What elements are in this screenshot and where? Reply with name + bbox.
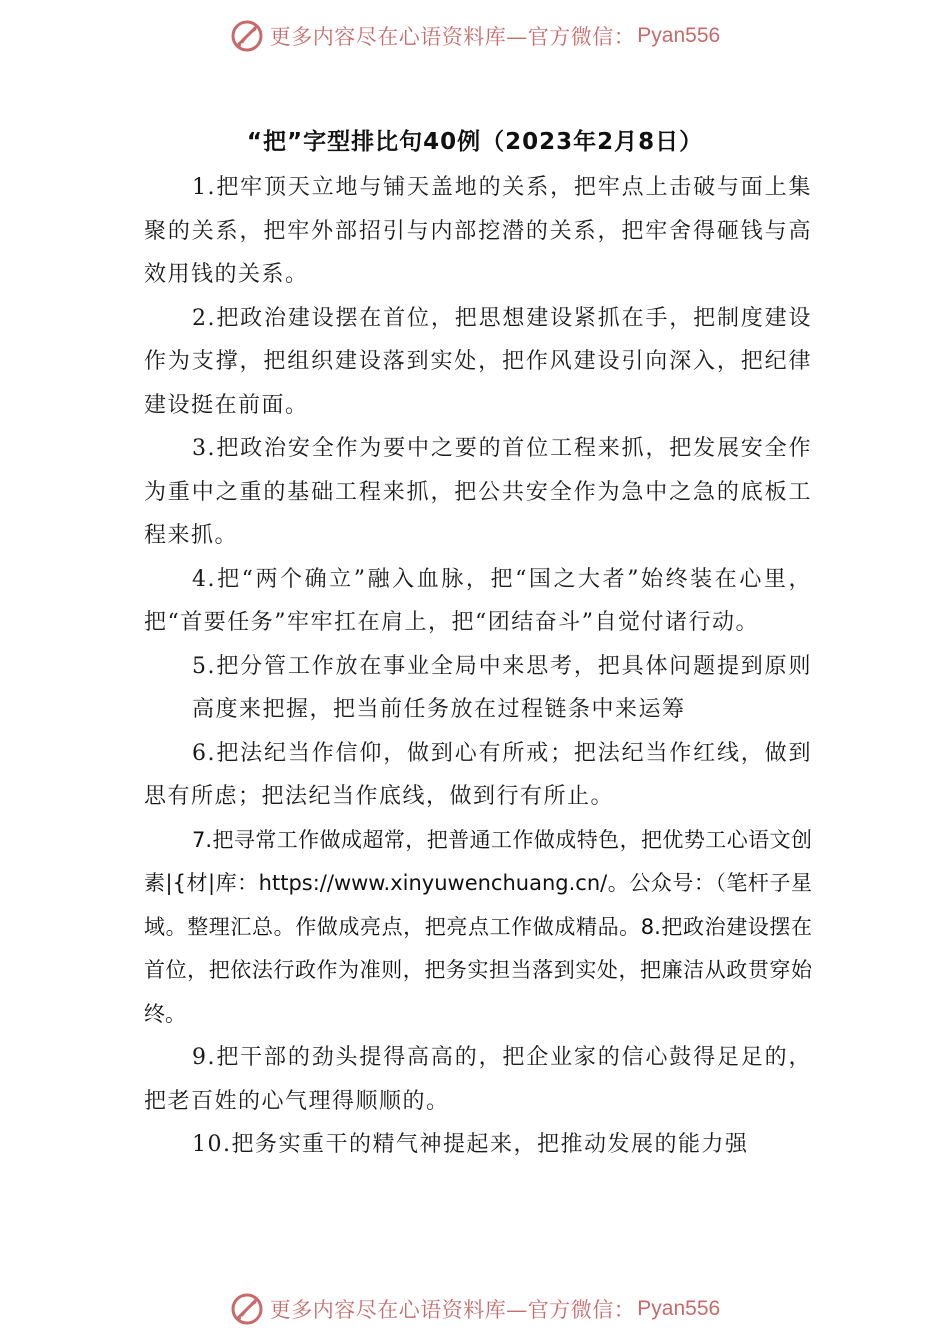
paragraph-3: 3.把政治安全作为要中之要的首位工程来抓，把发展安全作为重中之重的基础工程来抓，把公共安全作为急中之急的底板工程来抓。 [144,436,812,548]
document-title: “把”字型排比句40例（2023年2月8日） [246,129,704,155]
document-body [144,166,812,1167]
footer-banner [0,1289,950,1329]
paragraph-10: 10.把务实重干的精气神提起来，把推动发展的能力强 [192,1132,749,1157]
paragraph-4: 4.把“两个确立”融入血脉，把“国之大者”始终装在心里，把“首要任务”牢牢扛在肩上，把“团结奋斗”自觉付诸行动。 [144,566,812,635]
brand-logo-icon [230,1292,264,1326]
paragraph-9: 9.把干部的劲头提得高高的，把企业家的信心鼓得足足的，把老百姓的心气理得顺顺的。 [144,1045,812,1114]
header-banner-text: 更多内容尽在心语资料库—官方微信： [269,25,636,49]
header-banner-contact: Pyan556 [637,24,721,47]
brand-logo-icon [230,19,264,53]
paragraph-6: 6.把法纪当作信仰，做到心有所戒；把法纪当作红线，做到思有所虑；把法纪当作底线，做到行有所止。 [144,740,812,809]
footer-banner-contact: Pyan556 [637,1297,721,1320]
paragraph-1: 1.把牢顶天立地与铺天盖地的关系，把牢点上击破与面上集聚的关系，把牢外部招引与内部挖潜的关系，把牢舍得砸钱与高效用钱的关系。 [144,175,812,287]
paragraph-2: 2.把政治建设摆在首位，把思想建设紧抓在手，把制度建设作为支撑，把组织建设落到实处，把作风建设引向深入，把纪律建设挺在前面。 [144,305,812,418]
paragraph-5: 5.把分管工作放在事业全局中来思考，把具体问题提到原则高度来把握，把当前任务放在过程链条中来运筹 [192,653,812,722]
paragraph-7-8: 7.把寻常工作做成超常，把普通工作做成特色，把优势工心语文创素|{材|库：https://www.xinyuwenchuang.cn/。公众号：（笔杆子星域。整理汇总。作做成亮点，把亮点工作做成精品。8.把政治建设摆在首位，把依法行政作为准则，把务实担当落到实处，把廉洁从政贯穿始终。 [144,827,812,1026]
header-banner [0,16,950,56]
footer-banner-text: 更多内容尽在心语资料库—官方微信： [269,1298,636,1322]
